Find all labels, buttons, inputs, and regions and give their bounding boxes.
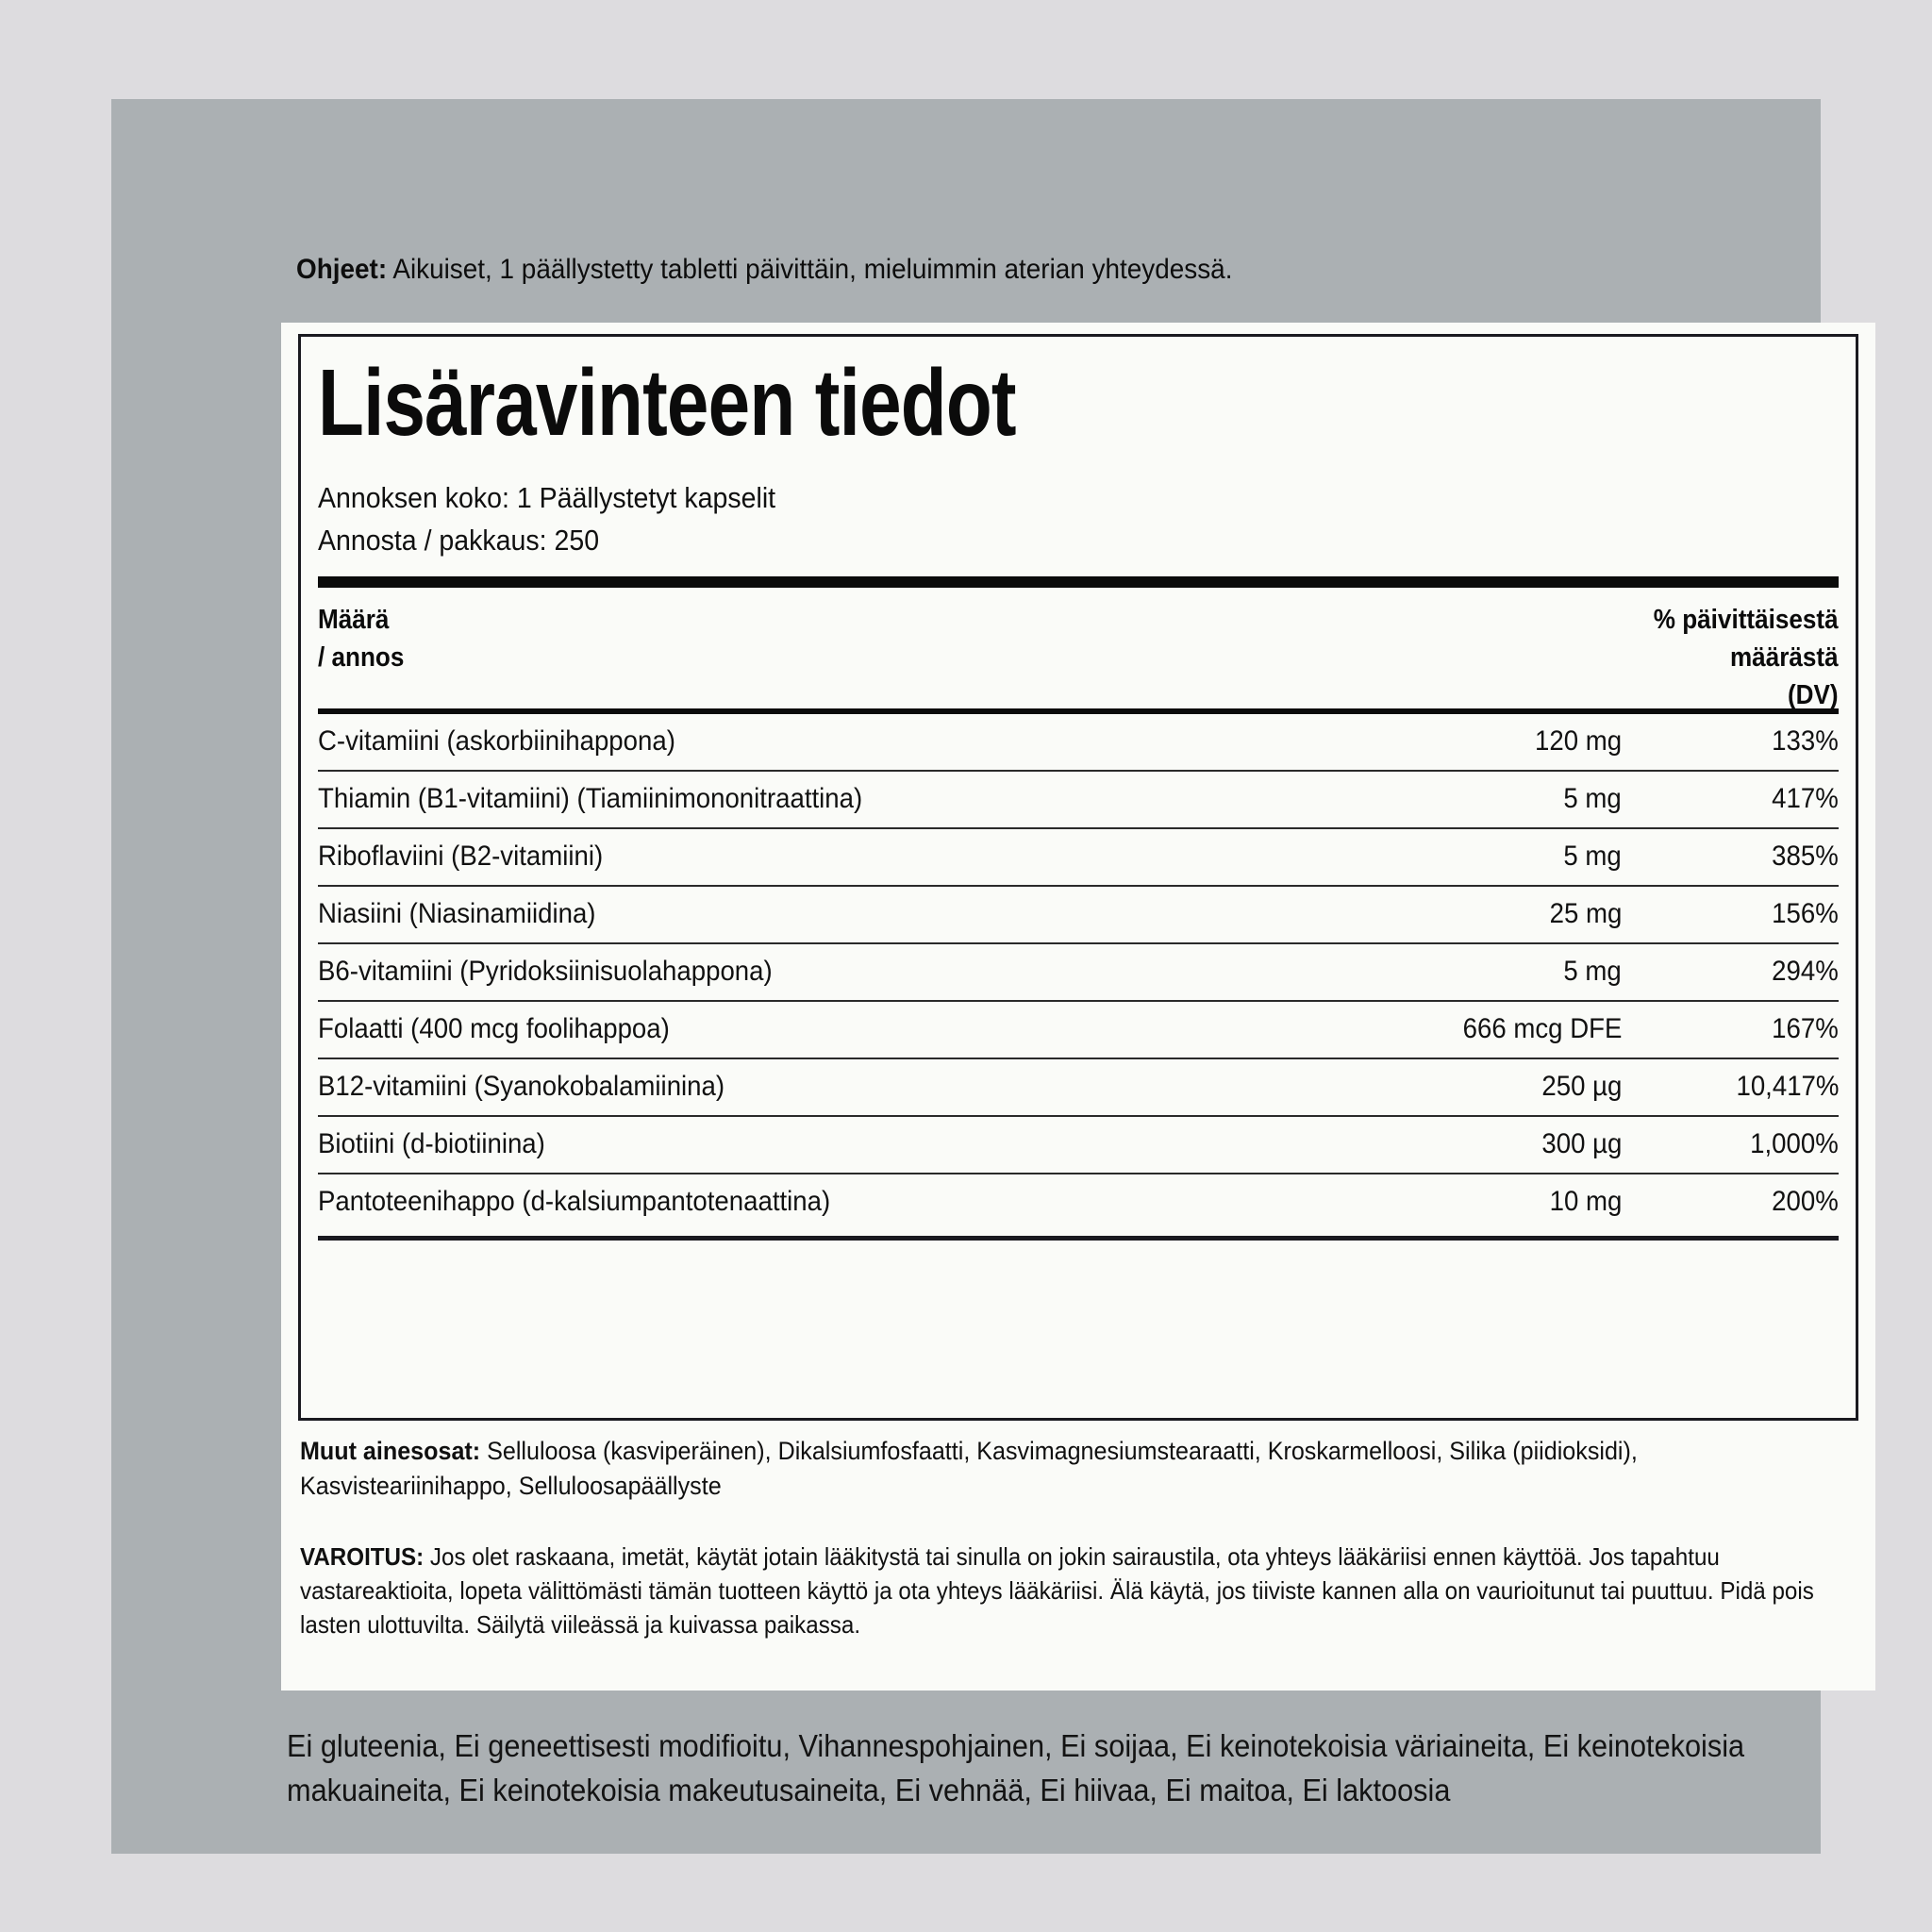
nutrient-dv: 10,417%	[1736, 1071, 1839, 1102]
nutrient-name: Riboflaviini (B2-vitamiini)	[318, 841, 604, 872]
divider-table-bottom	[318, 1236, 1839, 1241]
nutrient-name: Thiamin (B1-vitamiini) (Tiamiinimononitraattina)	[318, 783, 863, 814]
dv-header-line1: % päivittäisestä	[1654, 605, 1839, 635]
table-row	[318, 943, 1839, 1001]
nutrient-dv-cell	[1622, 1174, 1839, 1230]
nutrient-amount-cell	[1310, 828, 1622, 886]
nutrient-dv: 417%	[1772, 783, 1839, 814]
nutrient-name-cell	[318, 1001, 1310, 1058]
product-claims-text: Ei gluteenia, Ei geneettisesti modifioitu, Vihannespohjainen, Ei soijaa, Ei keinotekoisia väriaineita, Ei keinotekoisia makuaineita, Ei keinotekoisia makeutusaineita, Ei vehnää, Ei hiivaa, Ei maitoa, Ei laktoosia	[287, 1728, 1745, 1807]
label-panel	[111, 99, 1839, 1854]
nutrients-table	[318, 714, 1839, 1230]
product-claims	[287, 1724, 1872, 1812]
nutrient-amount-cell	[1310, 943, 1622, 1001]
nutrient-dv-cell	[1622, 828, 1839, 886]
dv-header-line2: määrästä	[1730, 642, 1839, 673]
nutrient-dv: 133%	[1772, 725, 1839, 757]
directions-label: Ohjeet:	[296, 254, 388, 285]
nutrient-dv-cell	[1622, 771, 1839, 828]
serving-size: Annoksen koko: 1 Päällystetyt kapselit	[318, 481, 776, 514]
table-row	[318, 714, 1839, 771]
supplement-facts-title: Lisäravinteen tiedot	[318, 350, 1016, 456]
nutrient-dv-cell	[1622, 714, 1839, 771]
nutrient-amount: 120 mg	[1534, 725, 1622, 757]
thick-divider-top	[318, 576, 1839, 588]
table-row	[318, 828, 1839, 886]
nutrient-dv-cell	[1622, 943, 1839, 1001]
nutrient-name: C-vitamiini (askorbiinihappona)	[318, 725, 675, 757]
warning-label: VAROITUS:	[300, 1542, 425, 1571]
nutrient-dv: 167%	[1772, 1013, 1839, 1044]
nutrient-name-cell	[318, 943, 1310, 1001]
nutrient-dv: 294%	[1772, 956, 1839, 987]
other-ingredients-label: Muut ainesosat:	[300, 1437, 481, 1465]
nutrient-name-cell	[318, 771, 1310, 828]
nutrient-name-cell	[318, 1116, 1310, 1174]
nutrient-amount-cell	[1310, 1174, 1622, 1230]
nutrient-dv: 385%	[1772, 841, 1839, 872]
nutrient-amount: 300 µg	[1541, 1128, 1622, 1159]
nutrient-amount-cell	[1310, 1058, 1622, 1116]
nutrient-amount: 5 mg	[1563, 956, 1622, 987]
directions-text: Aikuiset, 1 päällystetty tabletti päivittäin, mieluimmin aterian yhteydessä.	[387, 254, 1233, 285]
amount-column-header	[318, 601, 404, 676]
nutrient-name: B12-vitamiini (Syanokobalamiinina)	[318, 1071, 725, 1102]
nutrient-name-cell	[318, 1058, 1310, 1116]
nutrient-name-cell	[318, 1174, 1310, 1230]
nutrients-table-body	[318, 714, 1839, 1230]
nutrient-name: B6-vitamiini (Pyridoksiinisuolahappona)	[318, 956, 773, 987]
table-row	[318, 1174, 1839, 1230]
nutrient-amount: 5 mg	[1563, 841, 1622, 872]
warning-text: Jos olet raskaana, imetät, käytät jotain lääkitystä tai sinulla on jokin sairaustila, ota yhteys lääkäriisi ennen käyttöä. Jos tapahtuu vastareaktioita, lopeta välittömästi tämän tuotteen käyttö ja ota yhteys lääkäriisi. Älä käytä, jos tiiviste kannen alla on vaurioitunut tai puuttuu. Pidä pois lasten ulottuvilta. Säilytä viileässä ja kuivassa paikassa.	[300, 1542, 1814, 1639]
nutrient-amount-cell	[1310, 1001, 1622, 1058]
nutrient-dv: 1,000%	[1750, 1128, 1839, 1159]
nutrient-name: Niasiini (Niasinamiidina)	[318, 898, 596, 929]
amount-header-line1: Määrä	[318, 605, 390, 635]
nutrient-name: Folaatti (400 mcg foolihappoa)	[318, 1013, 670, 1044]
daily-value-column-header	[1654, 601, 1839, 714]
nutrient-name-cell	[318, 886, 1310, 943]
other-ingredients-text: Selluloosa (kasviperäinen), Dikalsiumfosfaatti, Kasvimagnesiumstearaatti, Kroskarmelloosi, Silika (piidioksidi), Kasvisteariinihappo, Selluloosapäällyste	[300, 1437, 1638, 1500]
nutrient-dv-cell	[1622, 1001, 1839, 1058]
nutrient-amount-cell	[1310, 714, 1622, 771]
nutrient-amount: 5 mg	[1563, 783, 1622, 814]
nutrient-name: Pantoteenihappo (d-kalsiumpantotenaattina)	[318, 1186, 831, 1217]
directions-line	[296, 253, 1753, 287]
supplement-facts-card	[281, 323, 1875, 1690]
supplement-facts-box	[298, 334, 1858, 1421]
nutrient-amount-cell	[1310, 771, 1622, 828]
nutrient-dv-cell	[1622, 1058, 1839, 1116]
nutrient-dv: 156%	[1772, 898, 1839, 929]
nutrient-name-cell	[318, 828, 1310, 886]
servings-per-container: Annosta / pakkaus: 250	[318, 524, 600, 557]
nutrient-amount: 666 mcg DFE	[1462, 1013, 1622, 1044]
nutrient-amount: 10 mg	[1549, 1186, 1622, 1217]
serving-info	[318, 476, 1839, 561]
table-row	[318, 771, 1839, 828]
nutrient-amount: 25 mg	[1549, 898, 1622, 929]
table-row	[318, 1001, 1839, 1058]
dv-header-line3: (DV)	[1788, 680, 1839, 710]
nutrient-name-cell	[318, 714, 1310, 771]
table-row	[318, 1058, 1839, 1116]
table-column-headers	[318, 588, 1839, 708]
other-ingredients	[300, 1434, 1853, 1504]
table-row	[318, 886, 1839, 943]
nutrient-dv: 200%	[1772, 1186, 1839, 1217]
warning-section	[300, 1540, 1853, 1641]
nutrient-name: Biotiini (d-biotiinina)	[318, 1128, 545, 1159]
table-row	[318, 1116, 1839, 1174]
nutrient-dv-cell	[1622, 1116, 1839, 1174]
nutrient-amount: 250 µg	[1541, 1071, 1622, 1102]
nutrient-amount-cell	[1310, 886, 1622, 943]
nutrient-dv-cell	[1622, 886, 1839, 943]
nutrient-amount-cell	[1310, 1116, 1622, 1174]
amount-header-line2: / annos	[318, 642, 405, 673]
